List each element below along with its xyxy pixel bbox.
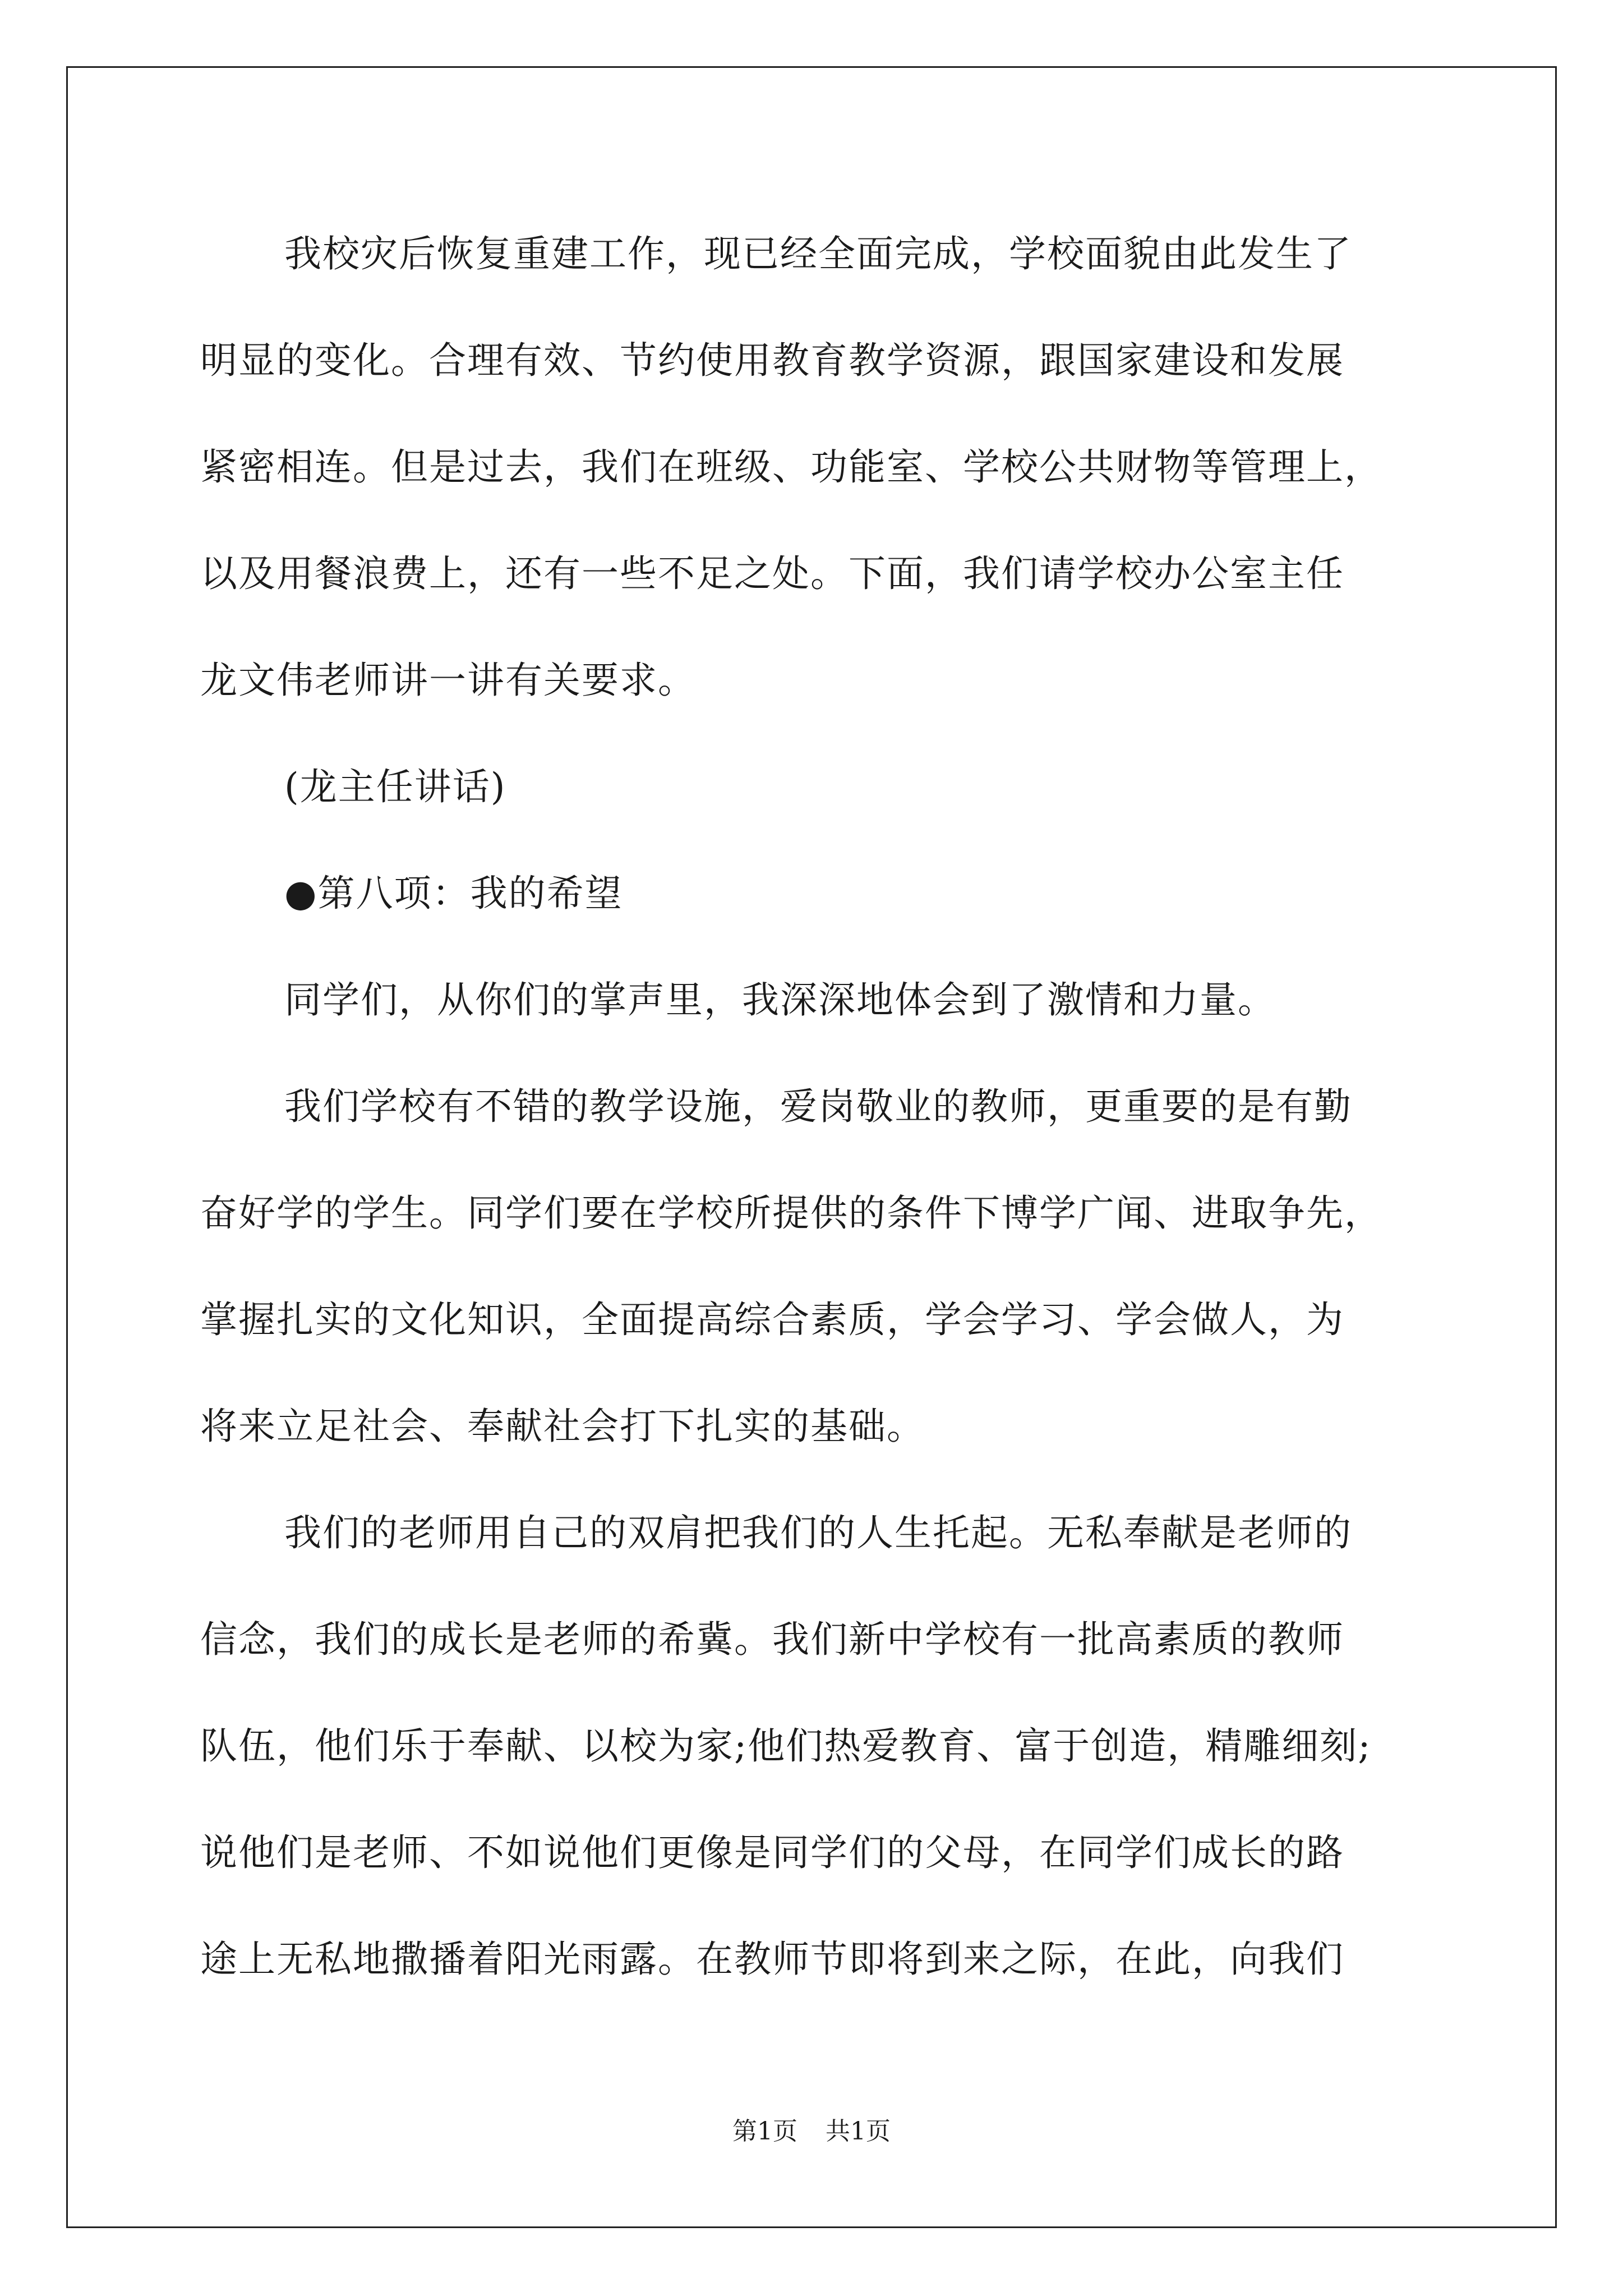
section-heading: ●第八项：我的希望 [284, 872, 623, 915]
text-line: 说他们是老师、不如说他们更像是同学们的父母，在同学们成长的路 [200, 1831, 1344, 1874]
text-line: 队伍，他们乐于奉献、以校为家;他们热爱教育、富于创造，精雕细刻; [200, 1724, 1372, 1768]
text-line: 掌握扎实的文化知识，全面提高综合素质，学会学习、学会做人，为 [200, 1298, 1344, 1341]
page-number: 第1页 [732, 2117, 797, 2146]
text-line: (龙主任讲话) [284, 765, 506, 808]
text-line: 以及用餐浪费上，还有一些不足之处。下面，我们请学校办公室主任 [200, 552, 1344, 595]
text-line: 龙文伟老师讲一讲有关要求。 [200, 659, 696, 702]
text-line: 我们的老师用自己的双肩把我们的人生托起。无私奉献是老师的 [284, 1511, 1352, 1554]
text-line: 我校灾后恢复重建工作，现已经全面完成，学校面貌由此发生了 [284, 232, 1352, 275]
page-footer [0, 2115, 1623, 2148]
text-line: 途上无私地撒播着阳光雨露。在教师节即将到来之际，在此，向我们 [200, 1938, 1344, 1981]
text-line: 信念，我们的成长是老师的希冀。我们新中学校有一批高素质的教师 [200, 1618, 1344, 1661]
text-line: 明显的变化。合理有效、节约使用教育教学资源，跟国家建设和发展 [200, 339, 1344, 382]
document-body [200, 212, 1434, 2024]
text-line: 奋好学的学生。同学们要在学校所提供的条件下博学广闻、进取争先， [200, 1191, 1382, 1235]
text-line: 将来立足社会、奉献社会打下扎实的基础。 [200, 1405, 925, 1448]
text-line: 我们学校有不错的教学设施，爱岗敬业的教师，更重要的是有勤 [284, 1085, 1352, 1128]
text-line: 同学们，从你们的掌声里，我深深地体会到了激情和力量。 [284, 978, 1276, 1022]
page-total: 共1页 [826, 2117, 891, 2146]
text-line: 紧密相连。但是过去，我们在班级、功能室、学校公共财物等管理上， [200, 445, 1382, 489]
